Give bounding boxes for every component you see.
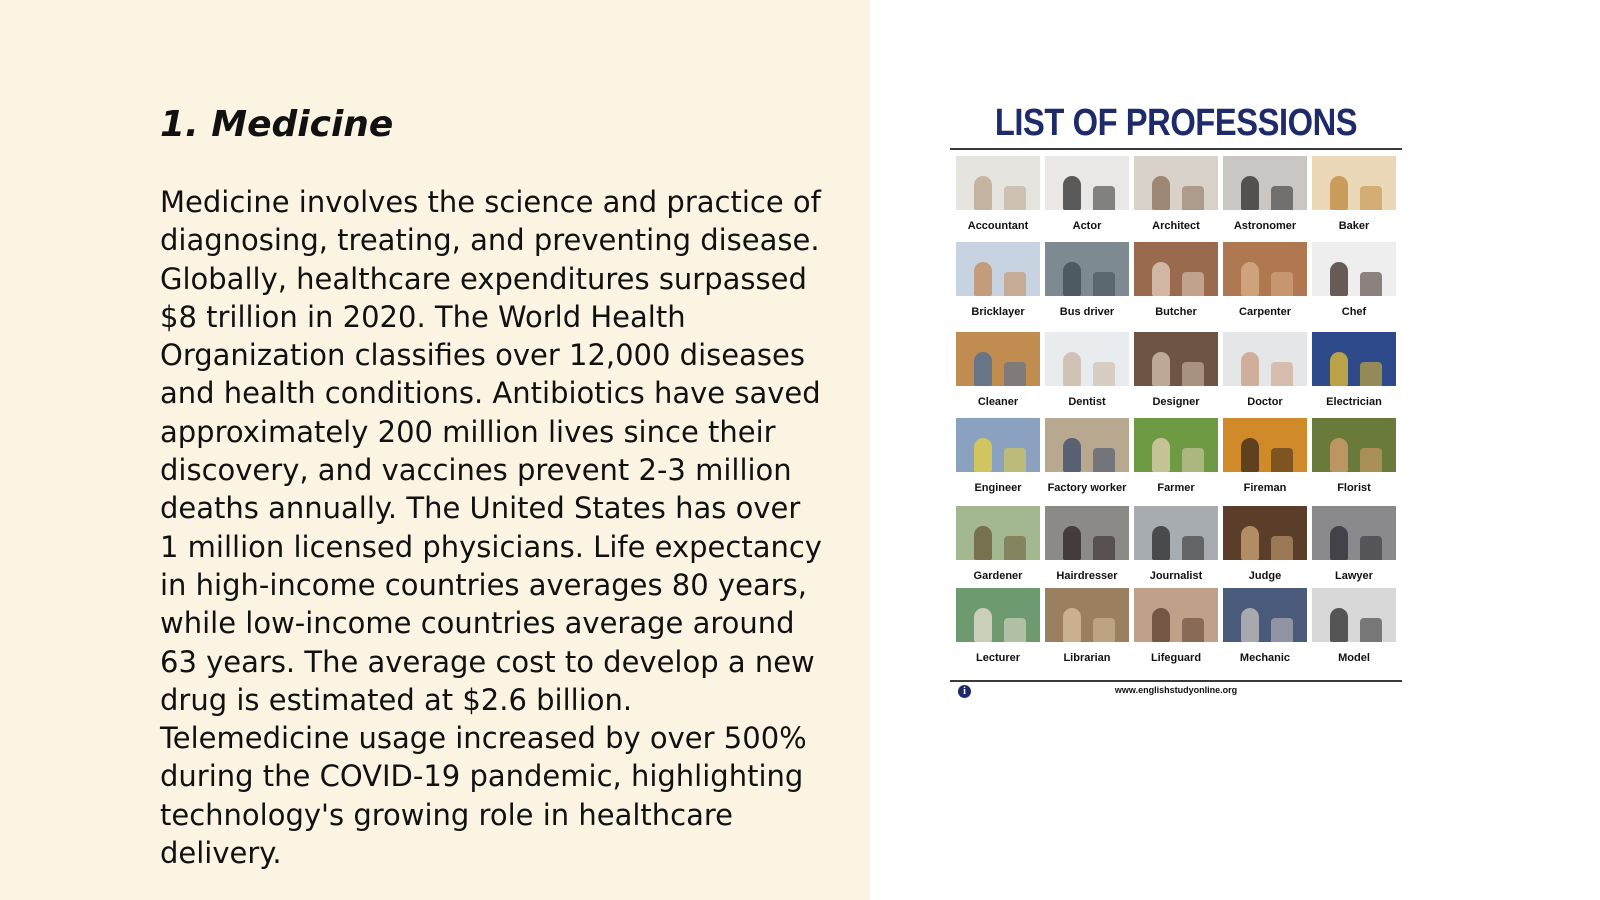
profession-tile [1223, 332, 1307, 408]
profession-tile [1223, 418, 1307, 494]
profession-photo [1312, 156, 1396, 210]
profession-photo [1223, 418, 1307, 472]
profession-label: Florist [1337, 482, 1371, 494]
profession-photo [1134, 242, 1218, 296]
profession-tile [1045, 588, 1129, 664]
profession-label: Bricklayer [971, 306, 1025, 318]
profession-tile [1134, 332, 1218, 408]
profession-tile [1134, 242, 1218, 318]
profession-tile [1312, 242, 1396, 318]
profession-label: Farmer [1157, 482, 1195, 494]
profession-photo [1134, 156, 1218, 210]
profession-tile [1312, 588, 1396, 664]
body-line: Organization classifies over 12,000 diseases [160, 338, 805, 373]
profession-photo [1312, 418, 1396, 472]
profession-photo [1134, 588, 1218, 642]
body-line: technology's growing role in healthcare [160, 797, 733, 832]
profession-tile [956, 242, 1040, 318]
body-line: delivery. [160, 836, 282, 871]
profession-label: Engineer [974, 482, 1022, 494]
profession-photo [1045, 418, 1129, 472]
body-line: Globally, healthcare expenditures surpassed [160, 261, 807, 296]
poster-divider-top [950, 148, 1402, 150]
profession-photo [1045, 242, 1129, 296]
profession-label: Doctor [1247, 396, 1283, 408]
poster-title: LIST OF PROFESSIONS [994, 102, 1358, 144]
profession-tile [956, 332, 1040, 408]
profession-label: Chef [1341, 306, 1367, 318]
profession-label: Factory worker [1047, 482, 1127, 494]
profession-photo [1134, 506, 1218, 560]
profession-label: Carpenter [1239, 306, 1291, 318]
profession-tile [1045, 332, 1129, 408]
profession-label: Hairdresser [1056, 570, 1118, 582]
profession-label: Fireman [1243, 482, 1287, 494]
professions-poster [950, 100, 1402, 700]
profession-photo [1134, 418, 1218, 472]
body-line: 63 years. The average cost to develop a new [160, 644, 815, 679]
profession-tile [1134, 156, 1218, 232]
profession-photo [956, 242, 1040, 296]
profession-photo [1223, 588, 1307, 642]
profession-photo [956, 588, 1040, 642]
poster-divider-bottom [950, 680, 1402, 682]
profession-label: Judge [1248, 570, 1282, 582]
profession-label: Astronomer [1233, 220, 1297, 232]
profession-photo [1045, 506, 1129, 560]
profession-tile [956, 506, 1040, 582]
profession-photo [1223, 506, 1307, 560]
profession-label: Designer [1152, 396, 1200, 408]
body-line: 1 million licensed physicians. Life expectancy [160, 529, 822, 564]
profession-tile [1045, 506, 1129, 582]
profession-tile [1223, 588, 1307, 664]
section-title: 1. Medicine [160, 104, 394, 145]
profession-tile [1312, 506, 1396, 582]
section-body [160, 183, 850, 872]
profession-photo [1312, 588, 1396, 642]
profession-tile [1134, 506, 1218, 582]
profession-photo [1045, 332, 1129, 386]
profession-label: Gardener [973, 570, 1023, 582]
profession-tile [1223, 242, 1307, 318]
profession-tile [1312, 418, 1396, 494]
body-line: diagnosing, treating, and preventing disease. [160, 223, 820, 258]
profession-tile [1223, 156, 1307, 232]
body-line: during the COVID-19 pandemic, highlighting [160, 759, 804, 794]
profession-tile [1045, 156, 1129, 232]
body-line: Medicine involves the science and practice of [160, 185, 821, 219]
profession-label: Mechanic [1239, 652, 1291, 664]
profession-tile [956, 418, 1040, 494]
body-line: deaths annually. The United States has over [160, 491, 801, 526]
profession-tile [956, 588, 1040, 664]
profession-tile [1045, 242, 1129, 318]
profession-photo [956, 418, 1040, 472]
profession-photo [1223, 242, 1307, 296]
profession-photo [1312, 506, 1396, 560]
profession-tile [1134, 418, 1218, 494]
profession-tile [1134, 588, 1218, 664]
profession-label: Actor [1072, 220, 1102, 232]
profession-photo [956, 332, 1040, 386]
profession-label: Librarian [1063, 652, 1111, 664]
profession-tile [1045, 418, 1129, 494]
body-line: in high-income countries averages 80 years, [160, 567, 807, 602]
profession-photo [956, 156, 1040, 210]
profession-label: Bus driver [1059, 306, 1115, 318]
profession-label: Lecturer [975, 652, 1021, 664]
profession-tile [956, 156, 1040, 232]
profession-tile [1312, 332, 1396, 408]
profession-label: Butcher [1155, 306, 1197, 318]
profession-photo [1312, 242, 1396, 296]
profession-label: Electrician [1326, 396, 1382, 408]
profession-label: Architect [1152, 220, 1200, 232]
profession-label: Dentist [1068, 396, 1106, 408]
profession-label: Accountant [967, 220, 1029, 232]
info-icon: i [958, 685, 971, 698]
profession-photo [956, 506, 1040, 560]
profession-label: Lawyer [1335, 570, 1373, 582]
profession-label: Model [1338, 652, 1370, 664]
profession-photo [1223, 332, 1307, 386]
profession-label: Baker [1338, 220, 1370, 232]
profession-label: Lifeguard [1150, 652, 1202, 664]
profession-photo [1045, 588, 1129, 642]
body-line: discovery, and vaccines prevent 2-3 million [160, 453, 792, 488]
body-line: while low-income countries average around [160, 606, 795, 641]
body-line: and health conditions. Antibiotics have saved [160, 376, 821, 411]
profession-photo [1134, 332, 1218, 386]
poster-footer [950, 684, 1402, 700]
body-line: Telemedicine usage increased by over 500% [160, 721, 807, 756]
profession-photo [1312, 332, 1396, 386]
body-line: $8 trillion in 2020. The World Health [160, 299, 686, 334]
profession-photo [1223, 156, 1307, 210]
profession-label: Cleaner [977, 396, 1019, 408]
profession-label: Journalist [1149, 570, 1203, 582]
body-line: drug is estimated at $2.6 billion. [160, 682, 633, 717]
profession-tile [1223, 506, 1307, 582]
profession-tile [1312, 156, 1396, 232]
profession-photo [1045, 156, 1129, 210]
body-line: approximately 200 million lives since their [160, 414, 776, 449]
footer-url: www.englishstudyonline.org [1114, 685, 1238, 695]
